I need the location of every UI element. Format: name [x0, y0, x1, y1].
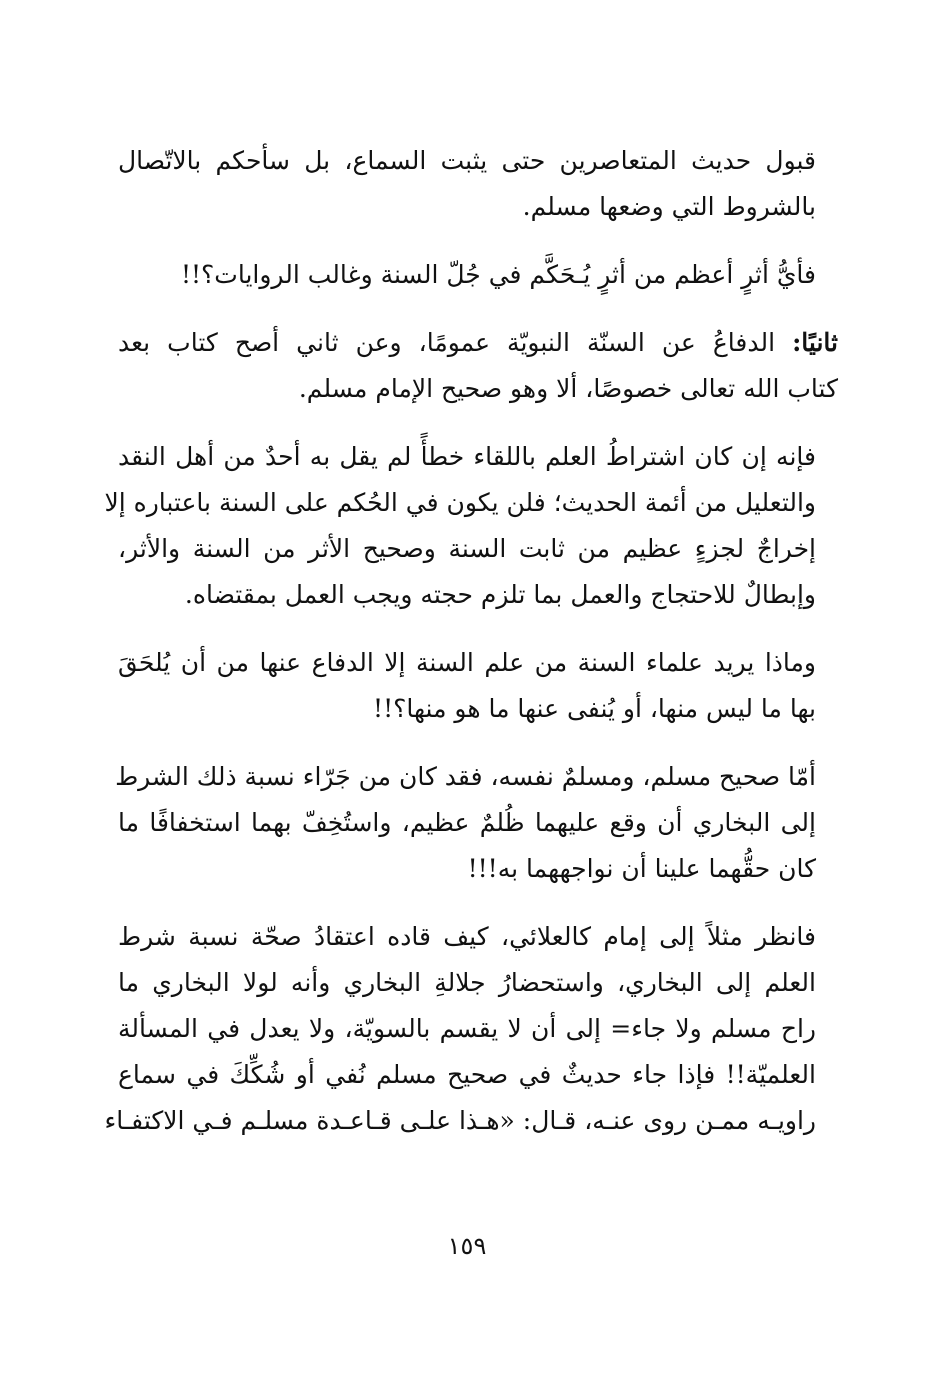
text-line: قبول حديث المتعاصرين حتى يثبت السماع، بل سأحكم بالاتّصال: [118, 146, 816, 175]
paragraph-1: [118, 138, 838, 230]
text-line: وإبطالٌ للاحتجاج والعمل بما تلزم حجته ويجب العمل بمقتضاه.: [184, 580, 816, 609]
text-line: كان حقُّهما علينا أن نواجههما به!!!: [467, 854, 816, 883]
text-line: [118, 320, 838, 366]
paragraph-4: [104, 434, 838, 618]
text-line-rest: الدفاعُ عن السنّة النبويّة عمومًا، وعن ثاني أصح كتاب بعد: [118, 328, 793, 357]
text-line: وماذا يريد علماء السنة من علم السنة إلا الدفاع عنها من أن يُلحَقَ: [118, 648, 816, 677]
text-line: فانظر مثلاً إلى إمام كالعلائي، كيف قاده اعتقادُ صحّة نسبة شرط: [118, 922, 816, 951]
page-number: ١٥٩: [447, 1232, 487, 1260]
paragraph-2: [118, 252, 838, 298]
text-line: أمّا صحيح مسلم، ومسلمٌ نفسه، فقد كان من جَرّاء نسبة ذلك الشرط: [115, 762, 816, 791]
text-line: بالشروط التي وضعها مسلم.: [522, 192, 816, 221]
text-line: راويـه ممـن روى عنـه، قـال: «هـذا علـى قـاعـدة مسلـم فـي الاكتفـاء: [104, 1106, 816, 1135]
text-line: راح مسلم ولا جاء= إلى أن لا يقسم بالسويّة، ولا يعدل في المسألة: [118, 1014, 816, 1043]
text-line: كتاب الله تعالى خصوصًا، ألا وهو صحيح الإمام مسلم.: [298, 374, 838, 403]
text-line: إلى البخاري أن وقع عليهما ظُلمٌ عظيم، واستُخِفّ بهما استخفافًا ما: [118, 808, 816, 837]
main-text: [104, 138, 838, 1166]
text-line: إخراجٌ لجزءٍ عظيم من ثابت السنة وصحيح الأثر من السنة والأثر،: [118, 534, 816, 563]
paragraph-3: [118, 320, 838, 412]
text-line: فإنه إن كان اشتراطُ العلم باللقاء خطأً لم يقل به أحدٌ من أهل النقد: [118, 442, 816, 471]
text-line: والتعليل من أئمة الحديث؛ فلن يكون في الحُكم على السنة باعتباره إلا: [104, 488, 816, 517]
text-line: العلميّة!! فإذا جاء حديثٌ في صحيح مسلم نُفي أو شُكِّكَ في سماع: [118, 1060, 816, 1089]
section-lead: ثانيًا:: [792, 328, 838, 357]
text-line: فأيُّ أثرٍ أعظم من أثرٍ يُـحَكَّم في جُلّ السنة وغالب الروايات؟!!: [180, 260, 816, 289]
text-line: بها ما ليس منها، أو يُنفى عنها ما هو منها؟!!: [373, 694, 816, 723]
text-line: العلم إلى البخاري، واستحضارُ جلالةِ البخاري وأنه لولا البخاري ما: [118, 968, 816, 997]
paragraph-6: [115, 754, 838, 892]
paragraph-5: [118, 640, 838, 732]
paragraph-7: [104, 914, 838, 1144]
